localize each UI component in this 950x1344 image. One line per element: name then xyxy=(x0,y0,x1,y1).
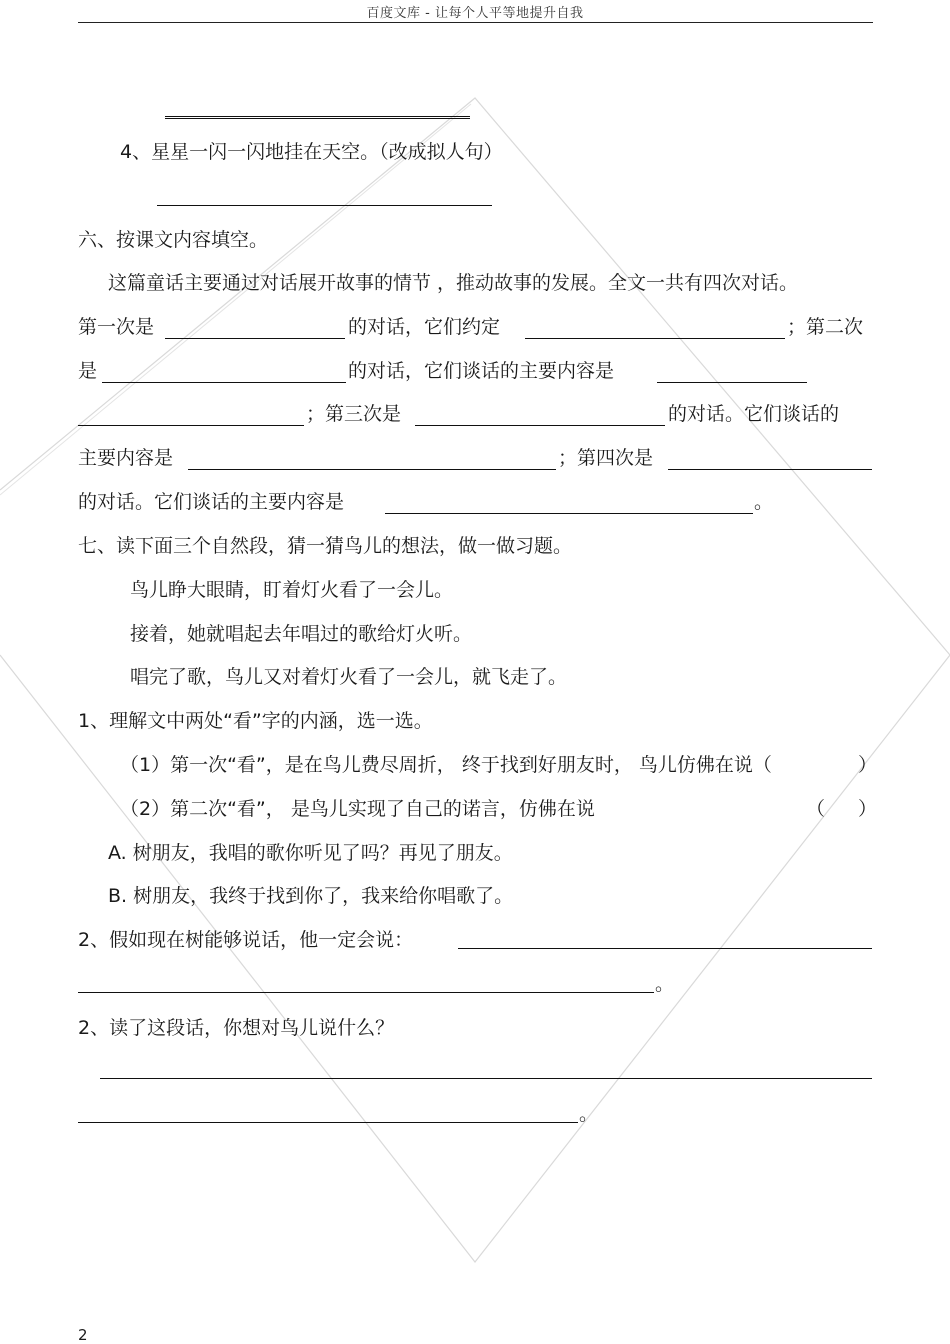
sub-question-1: （1）第一次“看”，是在鸟儿费尽周折， 终于找到好朋友时， 鸟儿仿佛在说（ xyxy=(120,754,772,776)
fill-text: ；第二次 xyxy=(787,316,864,338)
answer-line[interactable] xyxy=(165,116,470,119)
fill-blank[interactable] xyxy=(668,469,872,470)
fill-text: 。 xyxy=(655,973,675,995)
fill-text: 的对话，它们谈话的主要内容是 xyxy=(348,360,615,382)
answer-line[interactable] xyxy=(78,1122,578,1123)
fill-blank[interactable] xyxy=(78,425,304,426)
answer-line[interactable] xyxy=(100,1078,872,1079)
answer-line[interactable] xyxy=(157,205,492,206)
option-a: A. 树朋友，我唱的歌你听见了吗？再见了朋友。 xyxy=(108,842,513,864)
section-6-intro: 这篇童话主要通过对话展开故事的情节 ，推动故事的发展。全文一共有四次对话。 xyxy=(108,272,799,294)
fill-text: ；第四次是 xyxy=(558,447,654,469)
fill-blank[interactable] xyxy=(657,382,807,383)
fill-text: 。 xyxy=(754,491,774,513)
answer-line[interactable] xyxy=(458,948,872,949)
answer-paren-open: （ xyxy=(806,798,826,820)
fill-blank[interactable] xyxy=(165,338,345,339)
fill-blank[interactable] xyxy=(385,513,753,514)
fill-text: 。 xyxy=(579,1103,599,1125)
fill-text: 的对话。它们谈话的 xyxy=(668,403,840,425)
fill-blank[interactable] xyxy=(525,338,785,339)
question-7-3: 2、读了这段话，你想对鸟儿说什么？ xyxy=(78,1017,395,1039)
section-7-title: 七、读下面三个自然段，猜一猜鸟儿的想法，做一做习题。 xyxy=(78,535,573,557)
question-4: 4、星星一闪一闪地挂在天空。（改成拟人句） xyxy=(120,141,503,163)
section-6-title: 六、按课文内容填空。 xyxy=(78,229,269,251)
question-7-1: 1、理解文中两处“看”字的内涵，选一选。 xyxy=(78,710,433,732)
passage-paragraph: 接着，她就唱起去年唱过的歌给灯火听。 xyxy=(130,623,473,645)
answer-line[interactable] xyxy=(78,992,654,993)
fill-text: 主要内容是 xyxy=(78,447,174,469)
fill-text: 第一次是 xyxy=(78,316,155,338)
option-b: B. 树朋友，我终于找到你了，我来给你唱歌了。 xyxy=(108,885,514,907)
fill-text: 的对话。它们谈话的主要内容是 xyxy=(78,491,345,513)
page-number: 2 xyxy=(78,1326,88,1344)
fill-text: 是 xyxy=(78,360,98,382)
sub-question-2: （2）第二次“看”， 是鸟儿实现了自己的诺言，仿佛在说 xyxy=(120,798,595,820)
answer-paren-close: ） xyxy=(858,798,878,820)
fill-blank[interactable] xyxy=(102,382,346,383)
question-7-2: 2、假如现在树能够说话，他一定会说： xyxy=(78,929,414,951)
passage-paragraph: 鸟儿睁大眼睛，盯着灯火看了一会儿。 xyxy=(130,579,454,601)
fill-text: ；第三次是 xyxy=(306,403,402,425)
fill-text: 的对话，它们约定 xyxy=(348,316,501,338)
page-header: 百度文库 - 让每个人平等地提升自我 xyxy=(366,6,584,21)
passage-paragraph: 唱完了歌，鸟儿又对着灯火看了一会儿，就飞走了。 xyxy=(130,666,568,688)
answer-paren-close: ） xyxy=(858,754,878,776)
fill-blank[interactable] xyxy=(188,469,556,470)
header-rule xyxy=(78,22,873,23)
fill-blank[interactable] xyxy=(415,425,665,426)
